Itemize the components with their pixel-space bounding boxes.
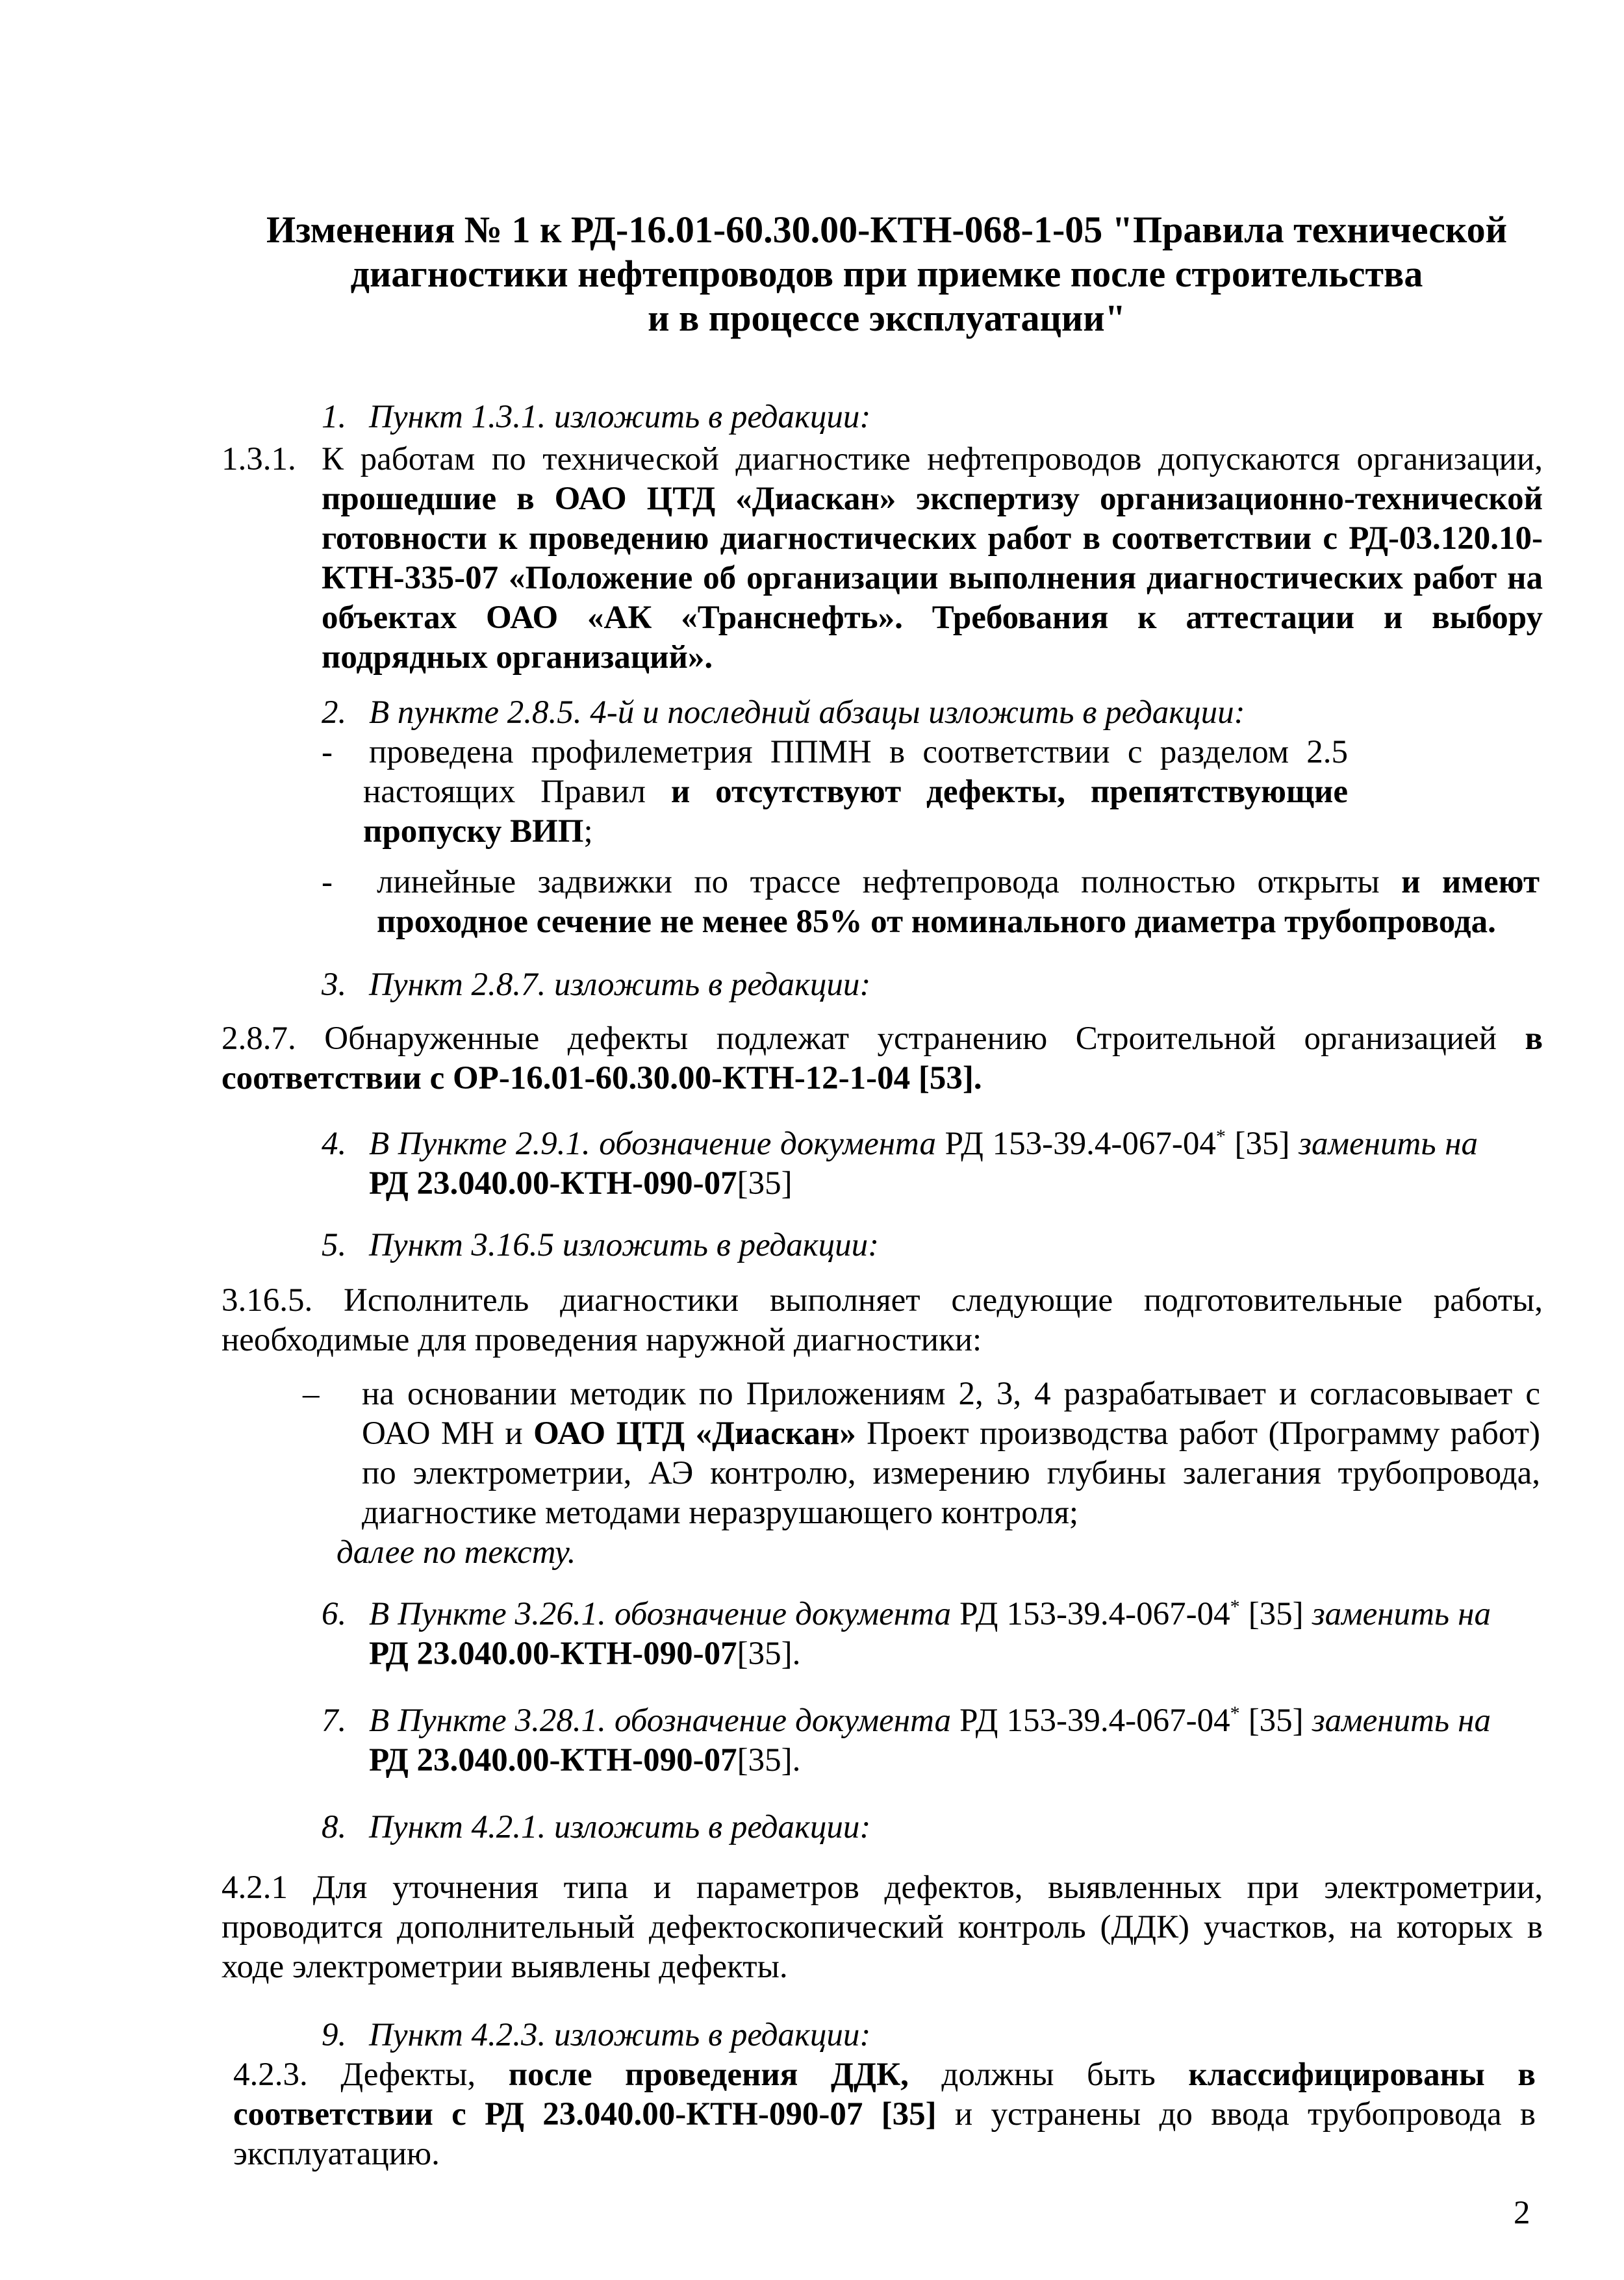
- list-marker: 4.: [322, 1126, 347, 1162]
- footnote-mark: *: [1230, 1703, 1240, 1724]
- text-run: 4.2.1 Для уточнения типа и параметров дефектов, выявленных при электрометрии, проводится дополнительный дефектоскопический контроль (ДДК) участков, на которых в ходе электрометрии выявлены дефекты.: [222, 1869, 1543, 1985]
- text-run: заменить на: [1299, 1126, 1478, 1162]
- list-marker: 3.: [322, 967, 347, 1003]
- text-run: РД 153-39.4-067-04: [951, 1596, 1230, 1632]
- list-marker: 8.: [322, 1809, 347, 1845]
- text-run: В Пункте 3.28.1. обозначение документа: [369, 1703, 952, 1739]
- text-run: Пункт 3.16.5 изложить в редакции:: [369, 1227, 880, 1263]
- text-run: Пункт 4.2.3. изложить в редакции:: [369, 2017, 871, 2053]
- text-run: [35]: [1239, 1596, 1312, 1632]
- item-1: [322, 398, 1543, 437]
- item-7: [322, 1701, 1491, 1780]
- list-marker: -: [322, 734, 333, 770]
- item-4: [322, 1124, 1478, 1204]
- para-4-2-1: [222, 1868, 1543, 1987]
- text-run: РД 153-39.4-067-04: [951, 1703, 1230, 1739]
- item-5: [322, 1226, 1543, 1265]
- text-run: проведена профилеметрия ППМН в соответствии с разделом 2.5 настоящих Правил: [363, 734, 1348, 810]
- text-run: В пункте 2.8.5. 4-й и последний абзацы изложить в редакции:: [369, 694, 1245, 731]
- item-2: [322, 693, 1543, 733]
- title-line: и в процессе эксплуатации": [648, 297, 1126, 339]
- text-run: В Пункте 3.26.1. обозначение документа: [369, 1596, 952, 1632]
- list-marker: –: [303, 1376, 320, 1412]
- text-run: [35]: [737, 1165, 793, 1202]
- item-9: [322, 2016, 1543, 2055]
- text-run: [35]: [1239, 1703, 1312, 1739]
- text-run: ;: [583, 813, 593, 850]
- dash-item: [303, 1374, 1540, 1533]
- text-run: далее по тексту.: [336, 1534, 576, 1571]
- text-run: после проведения ДДК,: [508, 2057, 909, 2093]
- text-run: [35]: [1225, 1126, 1299, 1162]
- footnote-mark: *: [1215, 1126, 1226, 1147]
- text-run: 2.8.7. Обнаруженные дефекты подлежат устранению Строительной организацией: [222, 1020, 1525, 1057]
- text-run: Проект производства работ (Программу работ) по электрометрии, АЭ контролю, измерению глубины залегания трубопровода, диагностике методами неразрушающего контроля;: [362, 1415, 1540, 1531]
- footnote-mark: *: [1230, 1596, 1240, 1617]
- text-run: заменить на: [1312, 1703, 1491, 1739]
- list-marker: 9.: [322, 2017, 347, 2053]
- para-3-16-5: [222, 1281, 1543, 1360]
- item-3: [322, 965, 1543, 1005]
- list-marker: 7.: [322, 1703, 347, 1739]
- list-marker: 5.: [322, 1227, 347, 1263]
- para-2-8-7: [222, 1019, 1543, 1098]
- text-run: 3.16.5. Исполнитель диагностики выполняет следующие подготовительные работы, необходимые для проведения наружной диагностики:: [222, 1282, 1543, 1358]
- text-run: в соответствии с ОР-16.01-60.30.00-КТН-12-1-04 [53].: [222, 1020, 1543, 1096]
- text-run: должны быть: [908, 2057, 1189, 2093]
- text-run: Пункт 2.8.7. изложить в редакции:: [369, 967, 871, 1003]
- list-marker: 2.: [322, 694, 347, 731]
- text-run: 4.2.3. Дефекты,: [233, 2057, 509, 2093]
- bullet-2: [322, 863, 1540, 942]
- list-marker: 6.: [322, 1596, 347, 1632]
- bullet-1: [322, 733, 1348, 852]
- text-run: ОАО ЦТД «Диаскан»: [533, 1415, 856, 1452]
- text-run: РД 23.040.00-КТН-090-07: [369, 1636, 737, 1672]
- title-line: диагностики нефтепроводов при приемке после строительства: [350, 253, 1423, 295]
- text-run: классифицированы в соответствии с РД 23.040.00-КТН-090-07 [35]: [233, 2057, 1536, 2133]
- item-6: [322, 1595, 1491, 1674]
- document-title: [195, 208, 1579, 340]
- para-1-3-1: [222, 440, 1543, 678]
- text-run: Пункт 4.2.1. изложить в редакции:: [369, 1809, 871, 1845]
- item-8: [322, 1808, 1543, 1847]
- text-run: и отсутствуют дефекты, препятствующие пропуску ВИП: [363, 774, 1348, 850]
- para-4-2-3: [233, 2055, 1536, 2174]
- text-run: К работам по технической диагностике нефтепроводов допускаются организации,: [322, 441, 1543, 477]
- further-text: [336, 1533, 986, 1573]
- text-run: РД 153-39.4-067-04: [935, 1126, 1216, 1162]
- title-line: Изменения № 1 к РД-16.01-60.30.00-КТН-068-1-05 "Правила технической: [266, 209, 1508, 251]
- page-number: 2: [1514, 2195, 1530, 2231]
- text-run: и имеют проходное сечение не менее 85% от номинального диаметра трубопровода.: [377, 864, 1540, 940]
- text-run: РД 23.040.00-КТН-090-07: [369, 1742, 737, 1779]
- text-run: на основании методик по Приложениям 2, 3, 4 разрабатывает и согласовывает с ОАО МН и: [362, 1376, 1540, 1452]
- document-body: [0, 398, 1624, 2233]
- text-run: [35].: [737, 1636, 801, 1672]
- text-run: Пункт 1.3.1. изложить в редакции:: [369, 399, 871, 435]
- text-run: и устранены до ввода трубопровода в эксплуатацию.: [233, 2096, 1536, 2172]
- list-marker: 1.3.1.: [222, 441, 296, 477]
- text-run: прошедшие в ОАО ЦТД «Диаскан» экспертизу организационно-технической готовности к проведению диагностических работ в соответствии с РД-03.120.10-КТН-335-07 «Положение об организации выполнения диагностических работ на объектах ОАО «АК «Транснефть». Требования к аттестации и выбору подрядных организаций».: [322, 481, 1543, 676]
- text-run: РД 23.040.00-КТН-090-07: [369, 1165, 737, 1202]
- text-run: линейные задвижки по трассе нефтепровода полностью открыты: [377, 864, 1402, 900]
- text-run: В Пункте 2.9.1. обозначение документа: [369, 1126, 936, 1162]
- list-marker: 1.: [322, 399, 347, 435]
- text-run: [35].: [737, 1742, 801, 1779]
- text-run: заменить на: [1312, 1596, 1491, 1632]
- list-marker: -: [322, 864, 333, 900]
